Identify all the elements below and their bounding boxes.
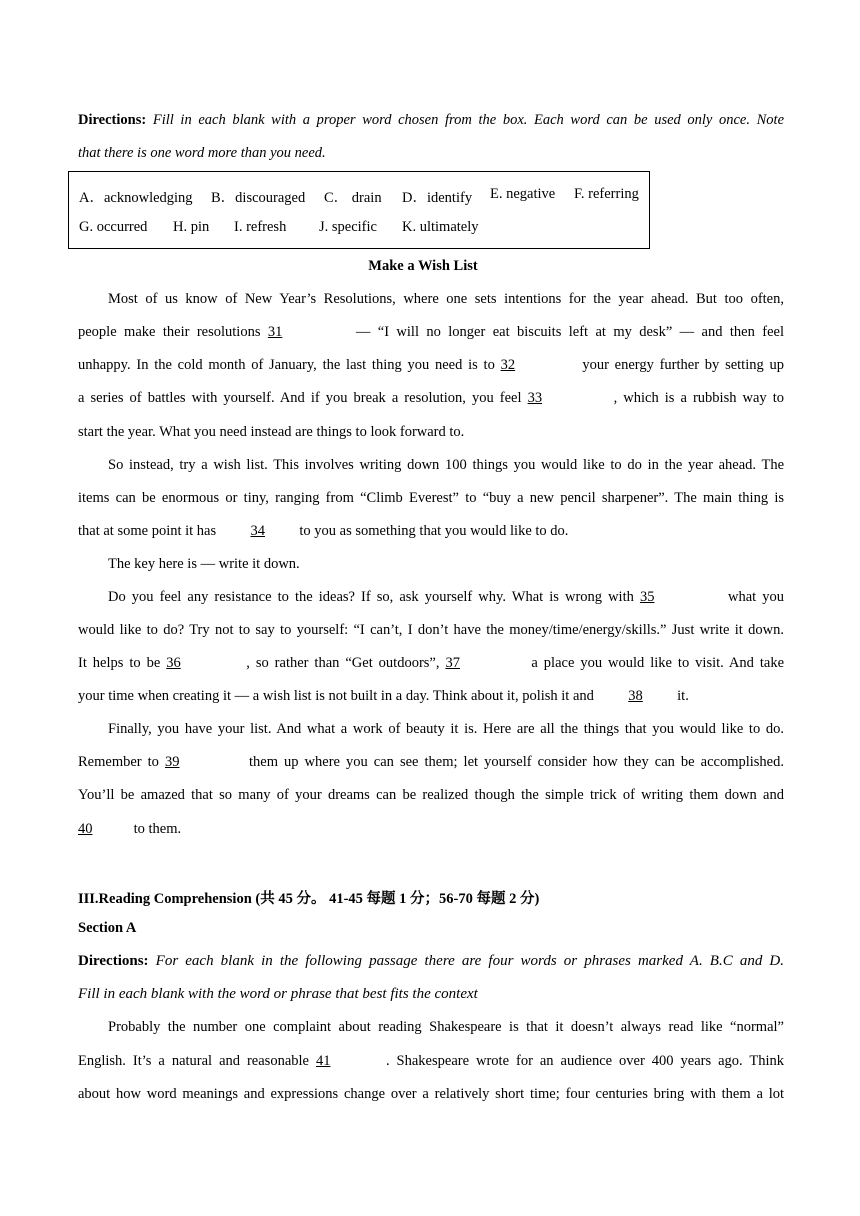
option-k: K. ultimately [402,219,479,235]
passage-line: items can be enormous or tiny, ranging from “Climb Everest” to “buy a new pencil sharpener”. The main thing is [78,490,784,506]
blank-31[interactable]: 31 [267,324,283,340]
blank-38[interactable]: 38 [628,688,643,704]
blank-40[interactable]: 40 [78,821,93,837]
directions-2-line-1: Directions: For each blank in the following passage there are four words or phrases marked A. B.C and D. [78,953,785,969]
blank-33[interactable]: 33 [527,390,543,406]
passage-line: It helps to be 36 , so rather than “Get outdoors”, 37 a place you would like to visit. And take [78,655,784,671]
passage2-line: English. It’s a natural and reasonable 41 . Shakespeare wrote for an audience over 400 years ago. Think [78,1053,784,1069]
blank-35[interactable]: 35 [639,589,655,605]
directions-text: Fill in each blank with a proper word chosen from the box. Each word can be used only once. Note [152,112,785,128]
option-c: C． drain [324,190,382,206]
passage-line: You’ll be amazed that so many of your dreams can be realized though the simple trick of writing them down and [78,787,784,803]
passage-line: a series of battles with yourself. And if you break a resolution, you feel 33 , which is a rubbish way to [78,390,785,406]
option-g: G. occurred [79,219,148,235]
option-i: I. refresh [234,219,287,235]
blank-37[interactable]: 37 [445,655,460,671]
option-b: B．discouraged [211,190,306,206]
passage2-line: about how word meanings and expressions change over a relatively short time; four centuries bring with them a lot [78,1086,784,1102]
blank-34[interactable]: 34 [250,523,266,539]
passage-line: your time when creating it — a wish list is not built in a day. Think about it, polish it and 38 it. [78,688,689,704]
directions-line-2: that there is one word more than you need. [78,145,326,161]
passage-line: So instead, try a wish list. This involves writing down 100 things you would like to do in the year ahead. The [108,457,784,473]
directions-label: Directions: [78,112,147,128]
option-d: D．identify [402,190,473,206]
passage-line: Finally, you have your list. And what a work of beauty it is. Here are all the things that you would like to do. [108,721,784,737]
passage-line: unhappy. In the cold month of January, the last thing you need is to 32 your energy further by setting up [78,357,784,373]
passage-line: people make their resolutions 31 — “I will no longer eat biscuits left at my desk” — and then feel [78,324,784,340]
directions-line-1 [78,112,784,129]
blank-36[interactable]: 36 [166,655,181,671]
passage2-line: Probably the number one complaint about reading Shakespeare is that it doesn’t always read like “normal” [108,1019,784,1035]
blank-32[interactable]: 32 [500,357,516,373]
passage-line: The key here is — write it down. [108,556,300,572]
blank-41[interactable]: 41 [315,1053,331,1069]
option-e: E. negative [490,186,556,202]
passage-line: that at some point it has 34 to you as something that you would like to do. [78,523,569,539]
option-j: J. specific [319,219,377,235]
passage-line: Do you feel any resistance to the ideas? If so, ask yourself why. What is wrong with 35 what you [108,589,785,605]
section-a-label: Section A [78,920,137,936]
passage-line: 40 to them. [78,821,182,837]
word-box [68,171,650,249]
passage-line: Remember to 39 them up where you can see them; let yourself consider how they can be accomplished. [78,754,784,770]
option-f: F. referring [574,186,639,202]
option-h: H. pin [173,219,210,235]
passage-line: would like to do? Try not to say to yourself: “I can’t, I don’t have the money/time/energy/skills.” Just write it down. [78,622,784,638]
directions-2-line-2: Fill in each blank with the word or phrase that best fits the context [78,986,478,1002]
passage-line: start the year. What you need instead are things to look forward to. [78,424,465,440]
passage-title: Make a Wish List [368,258,478,274]
blank-39[interactable]: 39 [164,754,180,770]
passage-line: Most of us know of New Year’s Resolutions, where one sets intentions for the year ahead. But too often, [108,291,784,307]
option-a: A．acknowledging [79,190,193,206]
section-heading: III.Reading Comprehension (共 45 分。 41-45 每题 1 分；56-70 每题 2 分) [78,891,540,907]
